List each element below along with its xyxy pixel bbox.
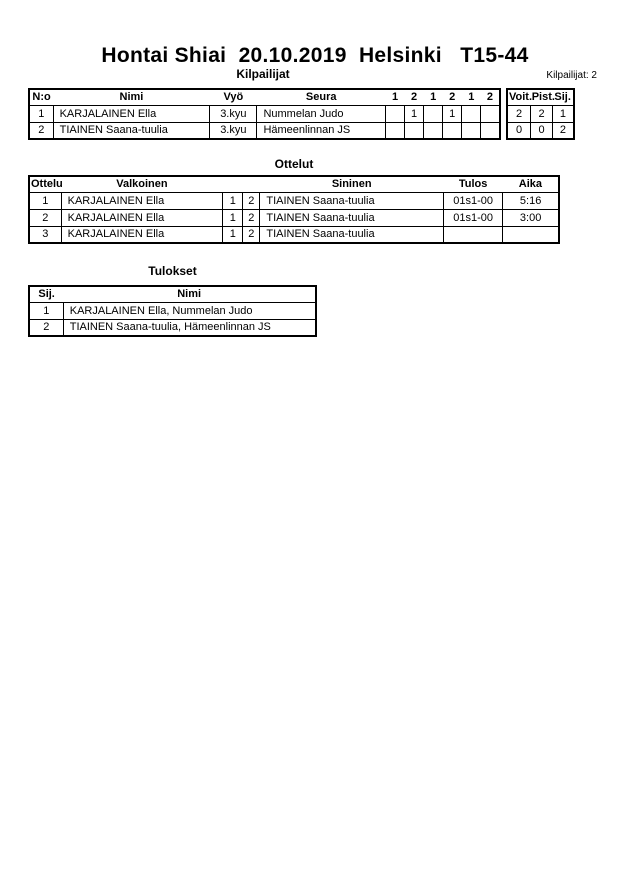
blue-name-cell: TIAINEN Saana-tuulia xyxy=(260,209,444,226)
col-header-belt: Vyö xyxy=(223,91,244,104)
match-row xyxy=(29,226,559,243)
competitor-belt-cell: 3.kyu xyxy=(210,122,257,139)
round-score-cell xyxy=(424,105,443,122)
place-cell: 2 xyxy=(552,122,574,139)
time-cell xyxy=(503,226,559,243)
col-header-white: Valkoinen xyxy=(116,178,168,191)
col-header-place: Sij. xyxy=(38,288,55,301)
col-header-white-number xyxy=(223,176,243,192)
round-score-cell xyxy=(385,122,404,139)
col-header-name: Nimi xyxy=(177,288,202,301)
competitors-header-row xyxy=(29,89,500,105)
competitor-number-cell: 1 xyxy=(29,105,53,122)
match-number-cell: 2 xyxy=(29,209,61,226)
standings-header-row xyxy=(507,89,574,105)
wins-cell: 2 xyxy=(507,105,531,122)
round-score-cell xyxy=(424,122,443,139)
results-header-row xyxy=(29,286,316,302)
col-header-round: 1 xyxy=(468,91,475,104)
white-name-cell: KARJALAINEN Ella xyxy=(61,226,223,243)
round-score-cell: 1 xyxy=(443,105,462,122)
section-heading-tulokset: Tulokset xyxy=(148,264,197,278)
competitor-row xyxy=(29,105,500,122)
competitor-row xyxy=(29,122,500,139)
match-number-cell: 3 xyxy=(29,226,61,243)
round-score-cell xyxy=(481,122,500,139)
results-table xyxy=(28,285,317,337)
col-header-name: Nimi xyxy=(119,91,144,104)
col-header-match: Ottelu xyxy=(31,178,63,191)
section-heading-kilpailijat: Kilpailijat xyxy=(236,67,290,81)
result-row xyxy=(29,319,316,336)
col-header-round: 2 xyxy=(411,91,418,104)
result-cell: 01s1-00 xyxy=(444,209,503,226)
round-score-cell: 1 xyxy=(405,105,424,122)
match-number-cell: 1 xyxy=(29,192,61,209)
col-header-round: 2 xyxy=(486,91,493,104)
round-score-cell xyxy=(385,105,404,122)
col-header-wins: Voit. xyxy=(509,91,533,104)
competitor-count-label: Kilpailijat: 2 xyxy=(546,70,597,81)
competitor-club-cell: Hämeenlinnan JS xyxy=(257,122,386,139)
competitor-name-cell: TIAINEN Saana-tuulia xyxy=(53,122,210,139)
blue-number-cell: 2 xyxy=(243,192,260,209)
white-number-cell: 1 xyxy=(223,226,243,243)
blue-name-cell: TIAINEN Saana-tuulia xyxy=(260,226,444,243)
col-header-blue-number xyxy=(243,176,260,192)
time-cell: 3:00 xyxy=(503,209,559,226)
round-score-cell xyxy=(481,105,500,122)
blue-number-cell: 2 xyxy=(243,209,260,226)
white-number-cell: 1 xyxy=(223,192,243,209)
white-name-cell: KARJALAINEN Ella xyxy=(61,192,223,209)
col-header-club: Seura xyxy=(305,91,337,104)
result-name-cell: KARJALAINEN Ella, Nummelan Judo xyxy=(63,302,316,319)
points-cell: 0 xyxy=(531,122,553,139)
competitor-belt-cell: 3.kyu xyxy=(210,105,257,122)
col-header-blue: Sininen xyxy=(331,178,372,191)
col-header-place: Sij. xyxy=(554,91,571,104)
standings-row xyxy=(507,122,574,139)
section-heading-ottelut: Ottelut xyxy=(274,157,314,171)
place-cell: 1 xyxy=(552,105,574,122)
round-score-cell xyxy=(405,122,424,139)
white-number-cell: 1 xyxy=(223,209,243,226)
matches-table xyxy=(28,175,560,244)
col-header-points: Pist. xyxy=(531,91,555,104)
page-title: Hontai Shiai 20.10.2019 Helsinki T15-44 xyxy=(101,44,529,67)
wins-cell: 0 xyxy=(507,122,531,139)
col-header-round: 1 xyxy=(391,91,399,104)
competitor-club-cell: Nummelan Judo xyxy=(257,105,386,122)
matches-header-row xyxy=(29,176,559,192)
round-score-cell xyxy=(462,105,481,122)
result-cell xyxy=(444,226,503,243)
col-header-time: Aika xyxy=(518,178,542,191)
competitors-table xyxy=(28,88,501,140)
col-header-result: Tulos xyxy=(458,178,488,191)
blue-name-cell: TIAINEN Saana-tuulia xyxy=(260,192,444,209)
col-header-round: 1 xyxy=(430,91,437,104)
col-header-round: 2 xyxy=(449,91,456,104)
points-cell: 2 xyxy=(531,105,553,122)
competitor-number-cell: 2 xyxy=(29,122,53,139)
white-name-cell: KARJALAINEN Ella xyxy=(61,209,223,226)
place-cell: 1 xyxy=(29,302,63,319)
match-row xyxy=(29,192,559,209)
standings-row xyxy=(507,105,574,122)
time-cell: 5:16 xyxy=(503,192,559,209)
round-score-cell xyxy=(462,122,481,139)
competitors-standings-table xyxy=(506,88,575,140)
col-header-no: N:o xyxy=(32,91,51,104)
place-cell: 2 xyxy=(29,319,63,336)
round-score-cell xyxy=(443,122,462,139)
competitor-name-cell: KARJALAINEN Ella xyxy=(53,105,210,122)
result-row xyxy=(29,302,316,319)
blue-number-cell: 2 xyxy=(243,226,260,243)
result-name-cell: TIAINEN Saana-tuulia, Hämeenlinnan JS xyxy=(63,319,316,336)
result-cell: 01s1-00 xyxy=(444,192,503,209)
match-row xyxy=(29,209,559,226)
